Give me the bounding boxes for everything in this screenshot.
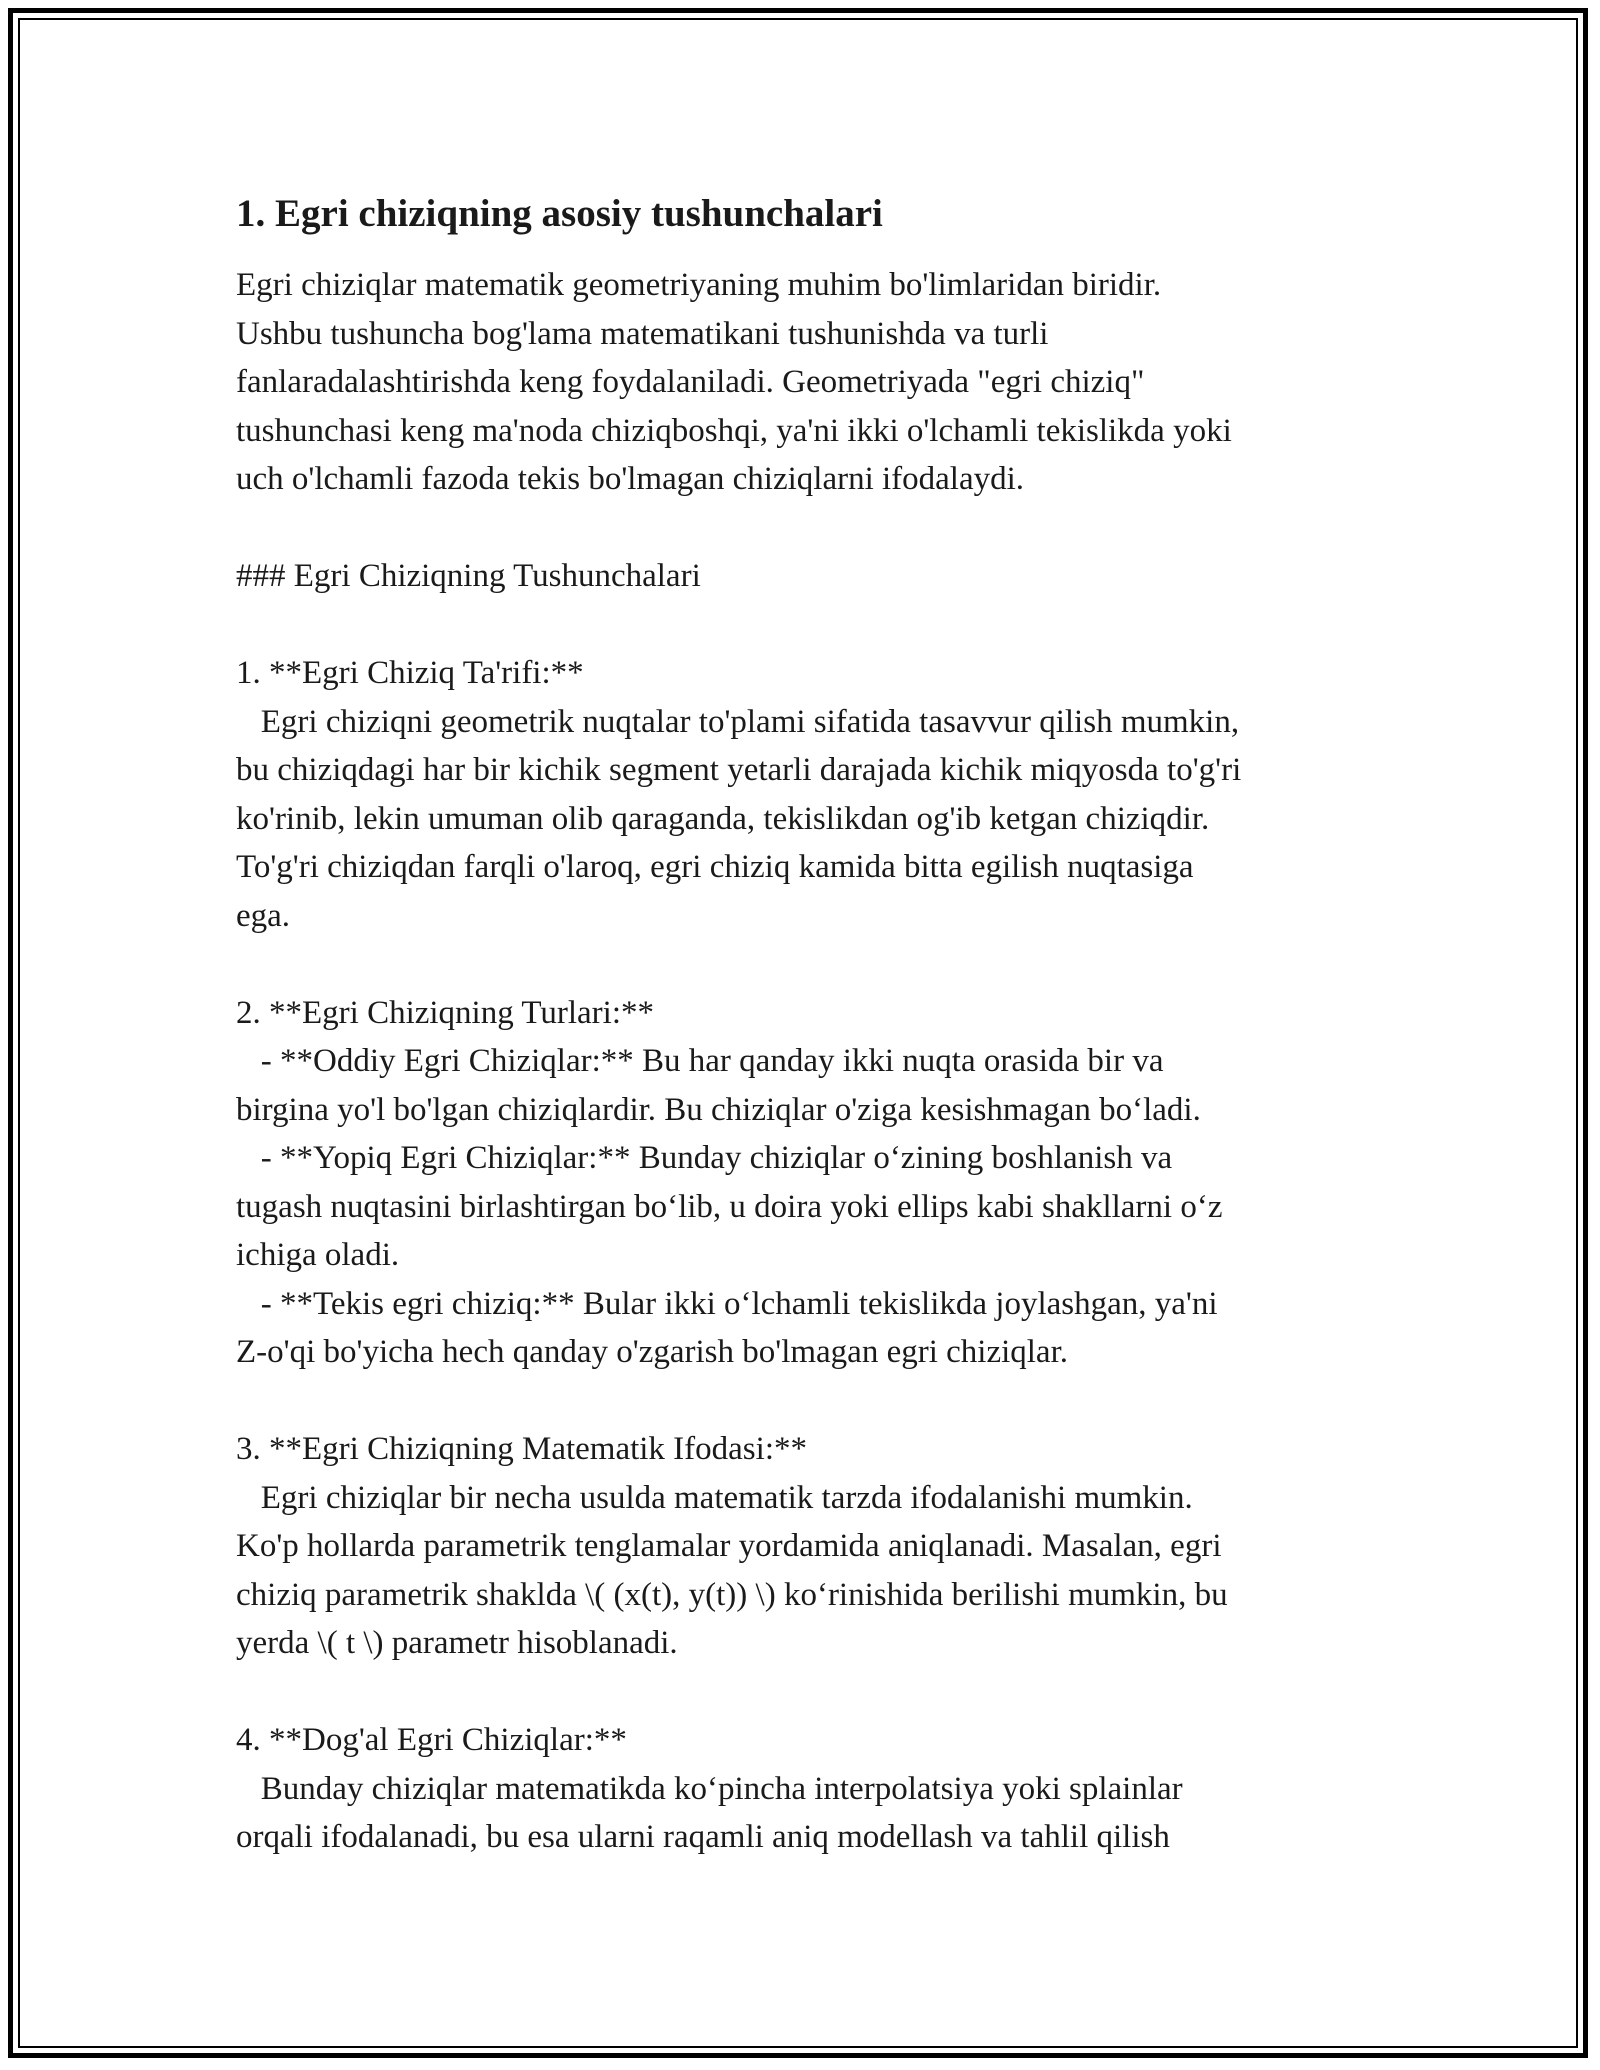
document-body <box>236 185 1366 1862</box>
section-subheading: ### Egri Chiziqning Tushunchalari <box>236 558 701 594</box>
section-math-expression: 3. **Egri Chiziqning Matematik Ifodasi:** Egri chiziqlar bir necha usulda matematik tarzda ifodalanishi mumkin. Ko'p hollarda parametrik tenglamalar yordamida aniqlanadi. Masalan, egri chiziq parametrik shaklda \( (x(t), y(t)) \) ko‘rinishida berilishi mumkin, bu yerda \( t \) parametr hisoblanadi. <box>236 1431 1228 1661</box>
section-smooth-curves: 4. **Dog'al Egri Chiziqlar:** Bunday chiziqlar matematikda ko‘pincha interpolatsiya yoki splainlar orqali ifodalanadi, bu esa ularni raqamli aniq modellash va tahlil qilish <box>236 1722 1183 1855</box>
document-title: 1. Egri chiziqning asosiy tushunchalari <box>236 192 883 235</box>
section-definition: 1. **Egri Chiziq Ta'rifi:** Egri chiziqni geometrik nuqtalar to'plami sifatida tasavvur qilish mumkin, bu chiziqdagi har bir kichik segment yetarli darajada kichik miqyosda to'g'ri ko'rinib, lekin umuman olib qaraganda, tekislikdan og'ib ketgan chiziqdir. To'g'ri chiziqdan farqli o'laroq, egri chiziq kamida bitta egilish nuqtasiga ega. <box>236 655 1242 934</box>
section-types: 2. **Egri Chiziqning Turlari:** - **Oddiy Egri Chiziqlar:** Bu har qanday ikki nuqta orasida bir va birgina yo'l bo'lgan chiziqlardir. Bu chiziqlar o'ziga kesishmagan bo‘ladi. - **Yopiq Egri Chiziqlar:** Bunday chiziqlar o‘zining boshlanish va tugash nuqtasini birlashtirgan bo‘lib, u doira yoki ellips kabi shakllarni o‘z ichiga oladi. - **Tekis egri chiziq:** Bular ikki o‘lchamli tekislikda joylashgan, ya'ni Z-o'qi bo'yicha hech qanday o'zgarish bo'lmagan egri chiziqlar. <box>236 994 1223 1370</box>
intro-paragraph: Egri chiziqlar matematik geometriyaning muhim bo'limlaridan biridir. Ushbu tushuncha bog'lama matematikani tushunishda va turli fanlaradalashtirishda keng foydalaniladi. Geometriyada "egri chiziq" tushunchasi keng ma'noda chiziqboshqi, ya'ni ikki o'lchamli tekislikda yoki uch o'lchamli fazoda tekis bo'lmagan chiziqlarni ifodalaydi. <box>236 267 1232 497</box>
